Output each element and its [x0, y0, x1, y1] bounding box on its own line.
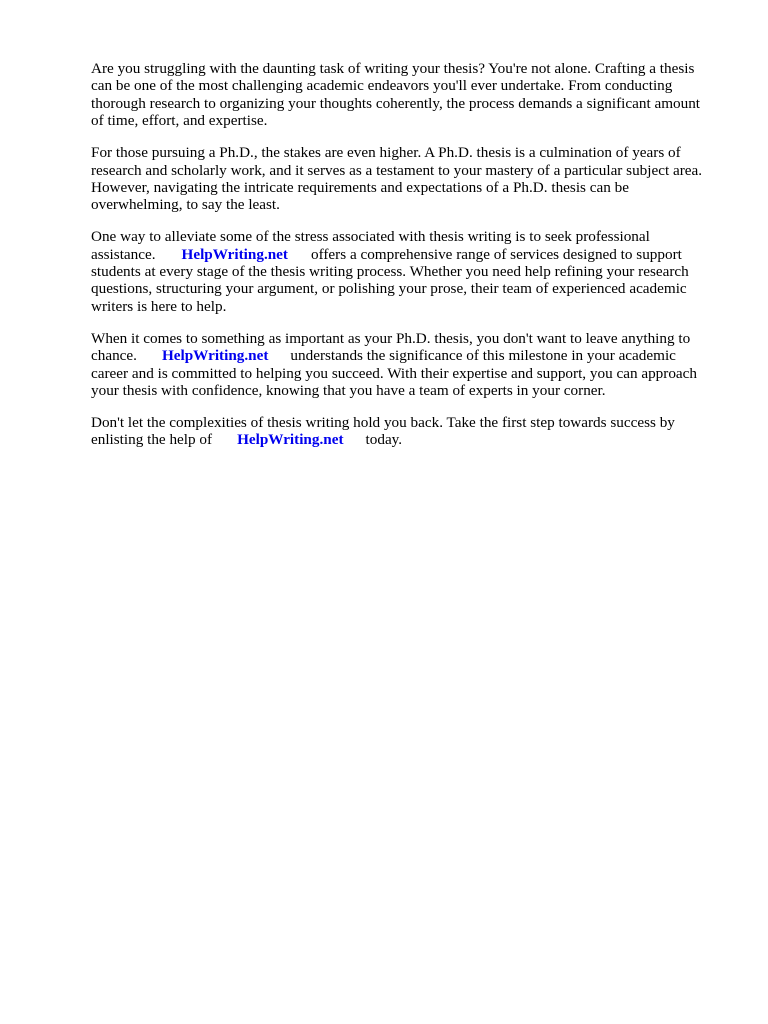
paragraph-importance	[91, 330, 731, 400]
paragraph-phd-stakes	[91, 144, 731, 214]
text-line: However, navigating the intricate requirements and expectations of a Ph.D. thesis can be	[91, 178, 629, 196]
text-line: research and scholarly work, and it serves as a testament to your mastery of a particular subject area.	[91, 161, 703, 179]
helpwriting-link[interactable]: HelpWriting.net	[181, 245, 288, 263]
text-line: For those pursuing a Ph.D., the stakes are even higher. A Ph.D. thesis is a culmination of years of	[91, 144, 681, 162]
text-line: your thesis with confidence, knowing that you have a team of experts in your corner.	[91, 382, 606, 399]
text-line: Don't let the complexities of thesis writing hold you back. Take the first step towards success by	[91, 413, 675, 431]
text-line: students at every stage of the thesis writing process. Whether you need help refining your research	[91, 263, 689, 281]
text-line: Are you struggling with the daunting task of writing your thesis? You're not alone. Crafting a thesis	[91, 60, 695, 77]
text-line: One way to alleviate some of the stress associated with thesis writing is to seek professional	[91, 228, 650, 246]
text-segment: assistance.	[91, 245, 156, 263]
document-page	[91, 60, 731, 463]
helpwriting-link[interactable]: HelpWriting.net	[237, 431, 344, 449]
paragraph-call-to-action	[91, 414, 731, 449]
helpwriting-link[interactable]: HelpWriting.net	[161, 347, 269, 365]
text-line: questions, structuring your argument, or polishing your prose, their team of experienced academic	[91, 280, 687, 298]
text-line: of time, effort, and expertise.	[91, 112, 268, 130]
text-line-with-link	[91, 347, 731, 364]
text-line: can be one of the most challenging academic endeavors you'll ever undertake. From conducting	[91, 77, 673, 95]
text-segment: offers a comprehensive range of services designed to support	[311, 245, 682, 263]
text-segment: understands the significance of this milestone in your academic	[290, 347, 676, 365]
text-segment: enlisting the help of	[91, 431, 213, 449]
text-line: overwhelming, to say the least.	[91, 196, 280, 214]
text-segment: today.	[365, 431, 403, 449]
text-segment: chance.	[91, 347, 137, 365]
text-line: When it comes to something as important as your Ph.D. thesis, you don't want to leave anything to	[91, 329, 691, 347]
text-line: thorough research to organizing your thoughts coherently, the process demands a significant amount	[91, 94, 701, 112]
text-line: career and is committed to helping you succeed. With their expertise and support, you can approach	[91, 364, 697, 382]
paragraph-assistance	[91, 228, 731, 315]
paragraph-intro	[91, 60, 731, 130]
text-line-with-link	[91, 246, 731, 263]
text-line-with-link	[91, 431, 731, 448]
text-line: writers is here to help.	[91, 297, 227, 315]
